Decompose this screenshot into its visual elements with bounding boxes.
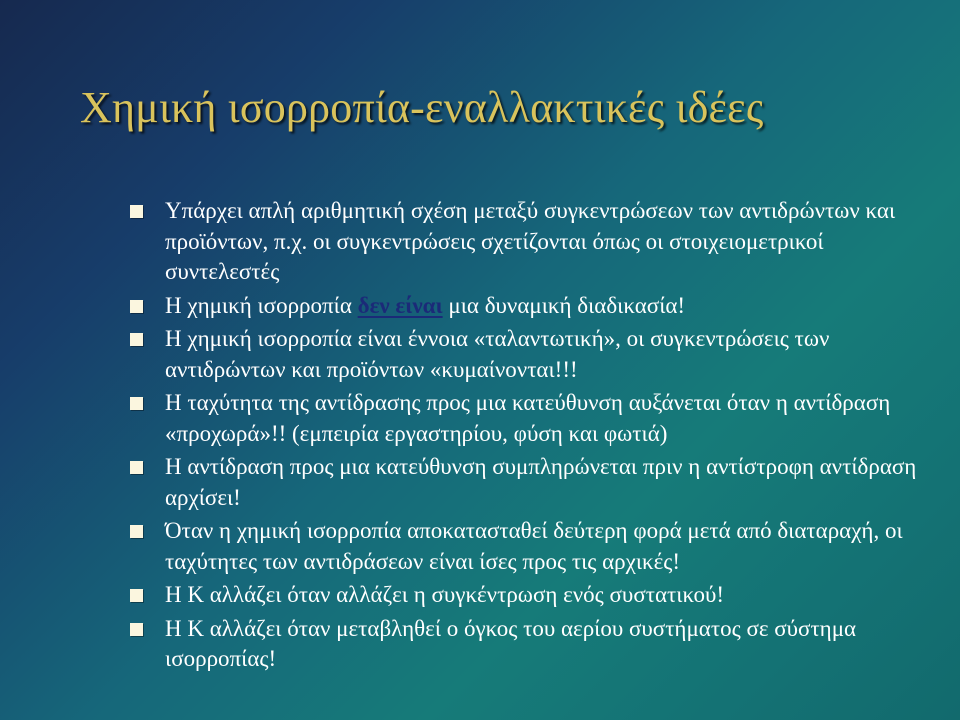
square-bullet-icon — [130, 397, 143, 410]
bullet-item — [130, 388, 930, 449]
bullet-item — [130, 452, 930, 513]
emphasis-text: δεν είναι — [357, 292, 443, 318]
bullet-item — [130, 324, 930, 385]
slide-title: Χημική ισορροπία-εναλλακτικές ιδέες — [80, 83, 764, 132]
bullet-text-after: μια δυναμική διαδικασία! — [442, 292, 686, 318]
bullet-text: Η ταχύτητα της αντίδρασης προς μια κατεύθυνση αυξάνεται όταν η αντίδραση «προχωρά»!! (εμπειρία εργαστηρίου, φύση και φωτιά) — [165, 390, 891, 446]
square-bullet-icon — [130, 205, 143, 218]
bullet-text: Υπάρχει απλή αριθμητική σχέση μεταξύ συγκεντρώσεων των αντιδρώντων και προϊόντων, π.χ. οι συγκεντρώσεις σχετίζονται όπως οι στοιχειομετρικοί συντελεστές — [165, 198, 896, 284]
bullet-item — [130, 196, 930, 288]
bullet-text-before: Η χημική ισορροπία — [165, 292, 358, 318]
bullet-item — [130, 580, 930, 611]
bullet-item — [130, 516, 930, 577]
bullet-list — [130, 196, 930, 678]
bullet-item — [130, 614, 930, 675]
square-bullet-icon — [130, 623, 143, 636]
bullet-text: Η Κ αλλάζει όταν μεταβληθεί ο όγκος του αερίου συστήματος σε σύστημα ισορροπίας! — [165, 615, 857, 671]
square-bullet-icon — [130, 333, 143, 346]
bullet-text: Η χημική ισορροπία είναι έννοια «ταλαντωτική», οι συγκεντρώσεις των αντιδρώντων και προϊόντων «κυμαίνονται!!! — [165, 326, 830, 382]
square-bullet-icon — [130, 589, 143, 602]
bullet-item — [130, 291, 930, 322]
bullet-text: Η αντίδραση προς μια κατεύθυνση συμπληρώνεται πριν η αντίστροφη αντίδραση αρχίσει! — [165, 454, 917, 510]
bullet-text: Όταν η χημική ισορροπία αποκατασταθεί δεύτερη φορά μετά από διαταραχή, οι ταχύτητες των αντιδράσεων είναι ίσες προς τις αρχικές! — [165, 518, 903, 574]
bullet-text: Η Κ αλλάζει όταν αλλάζει η συγκέντρωση ενός συστατικού! — [165, 582, 725, 607]
square-bullet-icon — [130, 300, 143, 313]
square-bullet-icon — [130, 461, 143, 474]
square-bullet-icon — [130, 525, 143, 538]
